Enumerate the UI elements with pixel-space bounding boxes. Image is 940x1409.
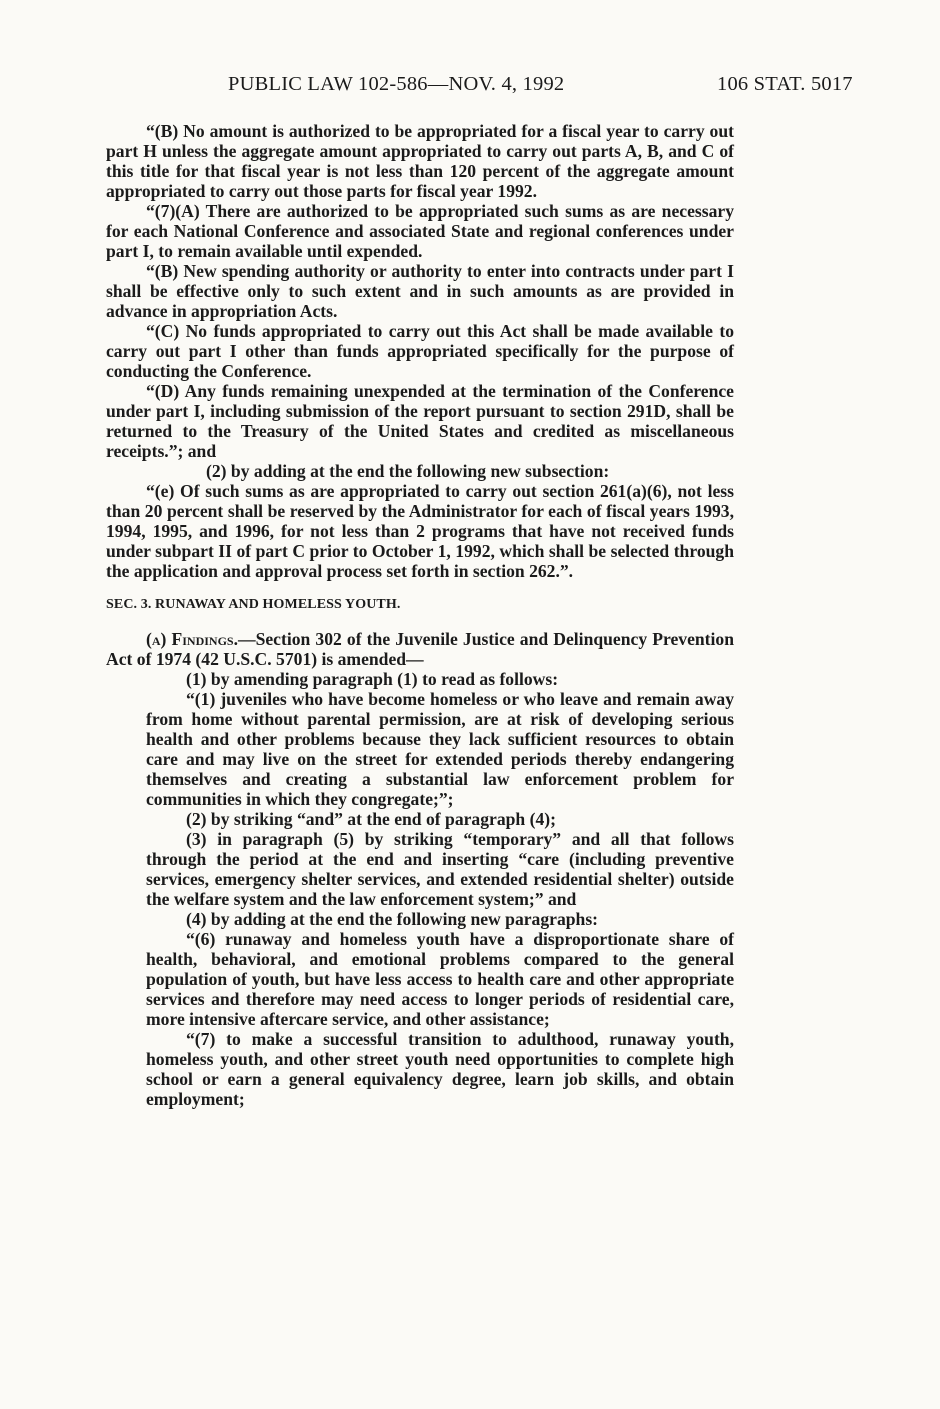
paragraph: (2) by adding at the end the following new subsection:: [206, 461, 610, 481]
paragraph: “(D) Any funds remaining unexpended at the termination of the Conference under part I, including submission of the report pursuant to section 291D, shall be returned to the Treasury of the United States and credited as miscellaneous receipts.”; and: [106, 381, 734, 461]
paragraph: “(e) Of such sums as are appropriated to carry out section 261(a)(6), not less than 20 percent shall be reserved by the Administrator for each of fiscal years 1993, 1994, 1995, and 1996, for not less than 2 programs that have not received funds under subpart II of part C prior to October 1, 1992, which shall be selected through the application and approval process set forth in section 262.”.: [106, 481, 734, 581]
paragraph: (2) by striking “and” at the end of paragraph (4);: [186, 809, 556, 829]
paragraph: “(B) New spending authority or authority to enter into contracts under part I shall be effective only to such extent and in such amounts as are provided in advance in appropriation Acts.: [106, 261, 734, 321]
paragraph-findings: [106, 629, 734, 669]
section-heading: SEC. 3. RUNAWAY AND HOMELESS YOUTH.: [106, 597, 401, 612]
document-body: [106, 121, 734, 1109]
paragraph: “(7) to make a successful transition to adulthood, runaway youth, homeless youth, and other street youth need opportunities to complete high school or earn a general equivalency degree, learn job skills, and obtain employment;: [146, 1029, 734, 1109]
header-stat-page: 106 STAT. 5017: [717, 73, 853, 95]
paragraph: (4) by adding at the end the following new paragraphs:: [186, 909, 599, 929]
paragraph: “(1) juveniles who have become homeless or who leave and remain away from home without parental permission, are at risk of developing serious health and other problems because they lack sufficient resources to obtain care and may live on the street for extended periods thereby endangering themselves and creating a substantial law enforcement problem for communities in which they congregate;”;: [146, 689, 734, 809]
paragraph: “(7)(A) There are authorized to be appropriated such sums as are necessary for each National Conference and associated State and regional conferences under part I, to remain available until expended.: [106, 201, 734, 261]
paragraph: “(B) No amount is authorized to be appropriated for a fiscal year to carry out part H unless the aggregate amount appropriated to carry out parts A, B, and C of this title for that fiscal year is not less than 120 percent of the aggregate amount appropriated to carry out those parts for fiscal year 1992.: [106, 121, 734, 201]
paragraph: (1) by amending paragraph (1) to read as follows:: [186, 669, 559, 689]
findings-label: (a) Findings.: [146, 629, 238, 649]
findings-text: —Section 302 of the Juvenile Justice and Delinquency Prevention Act of 1974 (42 U.S.C. 5701) is amended—: [106, 629, 734, 669]
page-header: [0, 73, 940, 103]
paragraph: (3) in paragraph (5) by striking “temporary” and all that follows through the period at the end and inserting “care (including preventive services, emergency shelter services, and extended residential shelter) outside the welfare system and the law enforcement system;” and: [146, 829, 734, 909]
header-title: PUBLIC LAW 102-586—NOV. 4, 1992: [228, 73, 565, 95]
paragraph: “(C) No funds appropriated to carry out this Act shall be made available to carry out part I other than funds appropriated specifically for the purpose of conducting the Conference.: [106, 321, 734, 381]
paragraph: “(6) runaway and homeless youth have a disproportionate share of health, behavioral, and emotional problems compared to the general population of youth, but have less access to health care and other appropriate services and therefore may need access to longer periods of residential care, more intensive aftercare service, and other assistance;: [146, 929, 734, 1029]
